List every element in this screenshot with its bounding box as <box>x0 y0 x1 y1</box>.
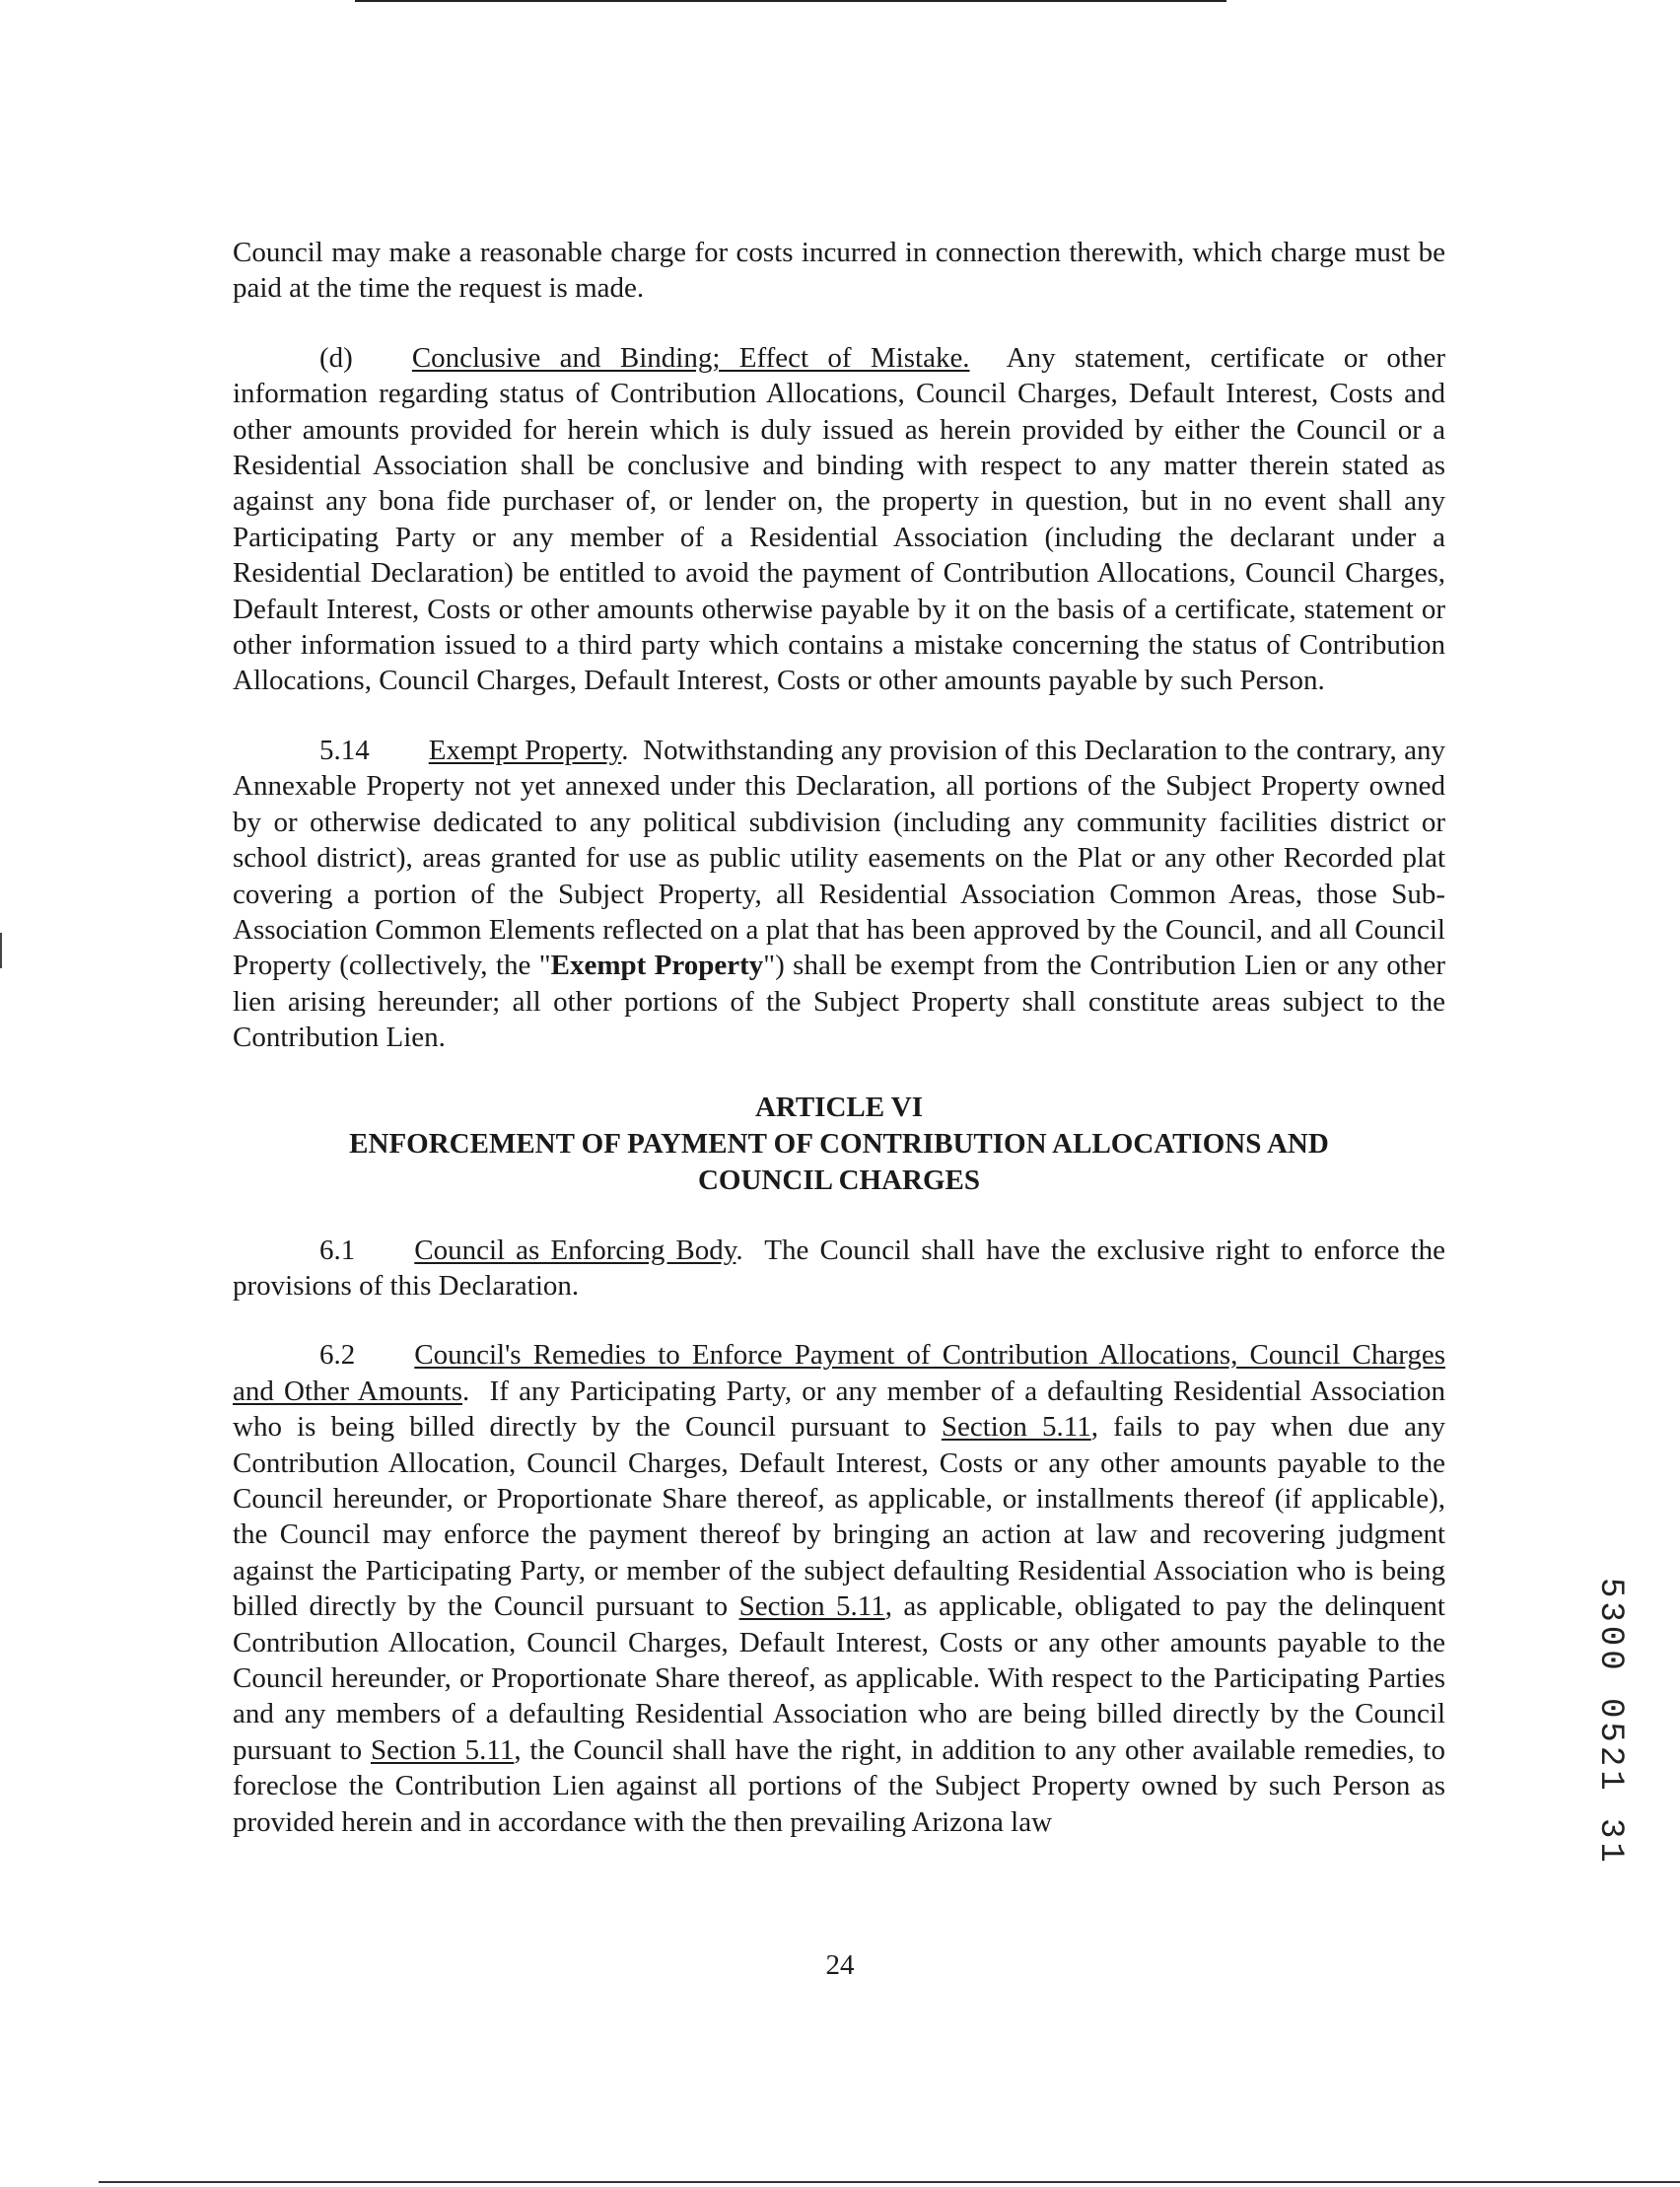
article-title-line-2: COUNCIL CHARGES <box>697 1164 981 1196</box>
section-number: 5.14 <box>319 734 370 766</box>
article-title-line-1: ENFORCEMENT OF PAYMENT OF CONTRIBUTION ALLOCATIONS AND <box>349 1127 1329 1160</box>
subsection-label: (d) <box>319 341 353 374</box>
document-page <box>233 235 1445 1873</box>
article-heading <box>233 1090 1445 1199</box>
section-text: , the Council shall have the right, in addition to any other available remedies, to foreclose the Contribution Lien against all portions of the Subject Property owned by such Person as provided herein and in accordance with the then prevailing Arizona law <box>233 1733 1445 1838</box>
section-number: 6.1 <box>319 1234 356 1266</box>
section-text: The Council shall have the exclusive right to enforce the provisions of this Declaration. <box>233 1234 1446 1302</box>
section-cross-reference: Section 5.11 <box>738 1590 885 1623</box>
paragraph-text: Council may make a reasonable charge for costs incurred in connection therewith, which charge must be paid at the time the request is made. <box>233 237 1445 305</box>
section-text: Notwithstanding any provision of this Declaration to the contrary, any Annexable Property not yet annexed under this Declaration, all portions of the Subject Property owned by or otherwise dedicated to any political subdivision (including any community facilities district or school district), areas granted for use as public utility easements on the Plat or any other Recorded plat covering a portion of the Subject Property, all Residential Association Common Areas, those Sub-Association Common Elements reflected on a plat that has been approved by the Council, and all Council Property (collectively, the " <box>233 734 1445 982</box>
page-number: 24 <box>825 1949 855 1981</box>
section-6-2 <box>233 1337 1445 1840</box>
bottom-border-rule <box>99 2181 1680 2183</box>
top-border-rule <box>355 0 1226 2</box>
section-cross-reference: Section 5.11 <box>370 1733 515 1766</box>
section-heading: Council's Remedies to Enforce Payment of Contribution Allocations, Council Charges and Other Amounts <box>233 1339 1445 1407</box>
heading-period: . <box>621 734 629 766</box>
section-heading: Council as Enforcing Body <box>414 1234 736 1266</box>
heading-period: . <box>735 1234 743 1266</box>
heading-period: . <box>462 1375 470 1407</box>
subsection-d <box>233 340 1445 699</box>
section-heading: Exempt Property <box>428 734 622 766</box>
section-6-1 <box>233 1233 1445 1305</box>
section-text: ") shall be exempt from the Contribution Lien or any other lien arising hereunder; all other portions of the Subject Property shall constitute areas subject to the Contribution Lien. <box>233 950 1446 1054</box>
section-5-14 <box>233 733 1445 1056</box>
recording-stamp: 5300 0521 31 <box>1591 1578 1629 1867</box>
section-text: , as applicable, obligated to pay the delinquent Contribution Allocation, Council Charges, Default Interest, Costs or any other amounts payable to the Council hereunder, or Proportionate Share thereof, as applicable. With respect to the Participating Parties and any members of a defaulting Residential Association who are being billed directly by the Council pursuant to <box>233 1590 1445 1766</box>
article-number: ARTICLE VI <box>754 1091 924 1123</box>
section-number: 6.2 <box>319 1339 356 1372</box>
paragraph-continuation <box>233 235 1445 307</box>
section-cross-reference: Section 5.11 <box>941 1411 1091 1444</box>
section-text: If any Participating Party, or any member of a defaulting Residential Association who is being billed directly by the Council pursuant to <box>233 1375 1445 1444</box>
defined-term: Exempt Property <box>550 950 764 982</box>
scan-edge-mark <box>0 933 2 968</box>
section-text: , fails to pay when due any Contribution Allocation, Council Charges, Default Interest, Costs or any other amounts payable to the Council hereunder, or Proportionate Share thereof, as applicable, or installments thereof (if applicable), the Council may enforce the payment thereof by bringing an action at law and recovering judgment against the Participating Party, or member of the subject defaulting Residential Association who is being billed directly by the Council pursuant to <box>233 1411 1446 1623</box>
subsection-text: Any statement, certificate or other information regarding status of Contribution Allocations, Council Charges, Default Interest, Costs and other amounts provided for herein which is duly issued as herein provided by either the Council or a Residential Association shall be conclusive and binding with respect to any matter therein stated as against any bona fide purchaser of, or lender on, the property in question, but in no event shall any Participating Party or any member of a Residential Association (including the declarant under a Residential Declaration) be entitled to avoid the payment of Contribution Allocations, Council Charges, Default Interest, Costs or other amounts otherwise payable by it on the basis of a certificate, statement or other information issued to a third party which contains a mistake concerning the status of Contribution Allocations, Council Charges, Default Interest, Costs or other amounts payable by such Person. <box>233 341 1445 697</box>
subsection-heading: Conclusive and Binding; Effect of Mistake. <box>411 341 970 374</box>
